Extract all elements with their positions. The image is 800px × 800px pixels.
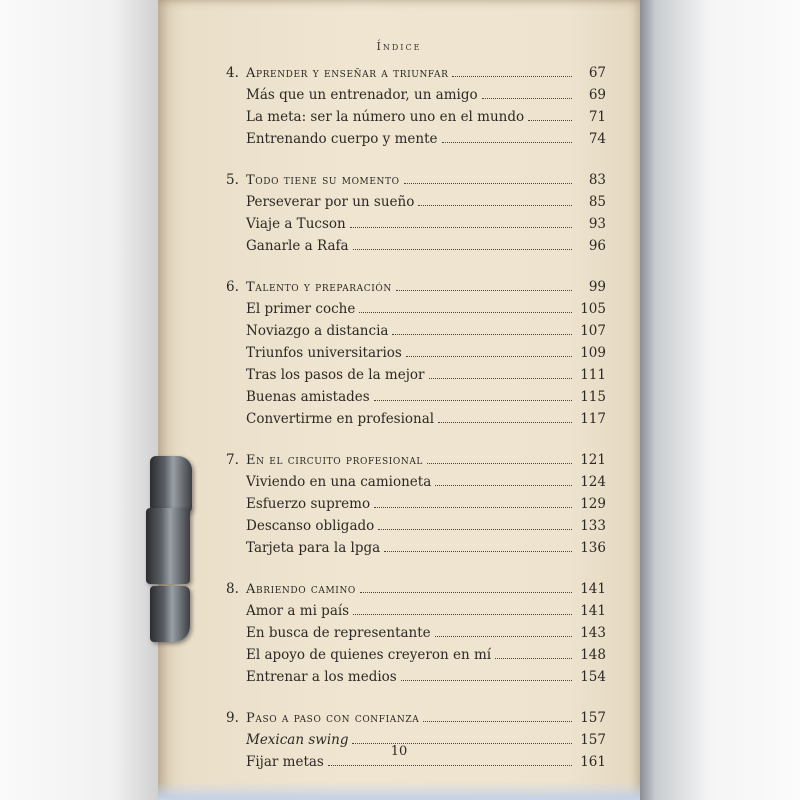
section-page: 143	[580, 625, 606, 641]
section-title: Tras los pasos de la mejor	[246, 367, 425, 383]
toc-section-entry	[226, 644, 606, 666]
toc-section-entry	[226, 191, 606, 213]
section-title: Fijar metas	[246, 754, 324, 770]
section-title: En busca de representante	[246, 625, 431, 641]
section-page: 109	[580, 345, 606, 361]
section-page: 111	[580, 367, 606, 383]
dot-leader	[482, 98, 572, 99]
binder-clip-middle	[146, 508, 190, 584]
section-page: 141	[580, 603, 606, 619]
section-title: La meta: ser la número uno en el mundo	[246, 109, 525, 125]
dot-leader	[374, 400, 572, 401]
section-title: Perseverar por un sueño	[246, 194, 415, 210]
binder-clip-top	[150, 456, 192, 512]
chapter-page: 99	[588, 279, 606, 295]
toc-chapter	[226, 449, 606, 559]
toc-section-entry	[226, 600, 606, 622]
dot-leader	[406, 356, 572, 357]
chapter-number: 9.	[226, 710, 239, 726]
toc-chapter	[226, 578, 606, 688]
section-page: 133	[580, 518, 606, 534]
dot-leader	[495, 658, 572, 659]
section-title: Más que un entrenador, un amigo	[246, 87, 478, 103]
chapter-page: 121	[580, 452, 606, 468]
toc-section-entry	[226, 408, 606, 430]
chapter-page: 83	[588, 172, 606, 188]
section-page: 124	[580, 474, 606, 490]
toc-section-entry	[226, 320, 606, 342]
toc-chapter	[226, 707, 606, 773]
section-title: Noviazgo a distancia	[246, 323, 389, 339]
dot-leader	[350, 227, 572, 228]
dot-leader	[429, 378, 573, 379]
toc-section-entry	[226, 493, 606, 515]
dot-leader	[438, 422, 572, 423]
chapter-number: 4.	[226, 65, 239, 81]
toc-section-entry	[226, 364, 606, 386]
section-page: 93	[588, 216, 606, 232]
dot-leader	[435, 485, 572, 486]
toc-section-entry	[226, 386, 606, 408]
section-page: 71	[588, 109, 606, 125]
dot-leader	[374, 507, 572, 508]
dot-leader	[352, 743, 572, 744]
toc-chapter-entry	[226, 578, 606, 600]
toc-chapter-entry	[226, 276, 606, 298]
section-page: 85	[588, 194, 606, 210]
section-title: Amor a mi país	[246, 603, 350, 619]
section-title: Esfuerzo supremo	[246, 496, 371, 512]
chapter-title: Talento y preparación	[246, 280, 392, 295]
section-page: 115	[580, 389, 606, 405]
section-page: 117	[580, 411, 606, 427]
dot-leader	[427, 463, 572, 464]
chapter-number: 5.	[226, 172, 239, 188]
dot-leader	[353, 614, 572, 615]
dot-leader	[404, 183, 572, 184]
section-title: Tarjeta para la lpga	[246, 540, 381, 556]
dot-leader	[396, 290, 572, 291]
toc-section-entry	[226, 622, 606, 644]
dot-leader	[423, 721, 572, 722]
section-title: Convertirme en profesional	[246, 411, 435, 427]
section-title: El primer coche	[246, 301, 356, 317]
toc-section-entry	[226, 537, 606, 559]
chapter-page: 157	[580, 710, 606, 726]
toc-chapter-entry	[226, 449, 606, 471]
chapter-number: 7.	[226, 452, 239, 468]
toc-section-entry	[226, 471, 606, 493]
section-title: Descanso obligado	[246, 518, 375, 534]
section-title: Triunfos universitarios	[246, 345, 402, 361]
dot-leader	[353, 249, 572, 250]
dot-leader	[360, 592, 572, 593]
section-page: 161	[580, 754, 606, 770]
toc-section-entry	[226, 729, 606, 751]
dot-leader	[418, 205, 572, 206]
toc-chapter	[226, 169, 606, 257]
chapter-number: 8.	[226, 581, 239, 597]
table-of-contents	[226, 62, 606, 792]
toc-section-entry	[226, 751, 606, 773]
section-page: 105	[580, 301, 606, 317]
section-title: Ganarle a Rafa	[246, 238, 349, 254]
binder-clip-bottom	[150, 586, 190, 642]
section-page: 107	[580, 323, 606, 339]
dot-leader	[384, 551, 572, 552]
dot-leader	[359, 312, 572, 313]
chapter-title: Aprender y enseñar a triunfar	[246, 66, 449, 81]
dot-leader	[452, 76, 572, 77]
section-title: Buenas amistades	[246, 389, 370, 405]
chapter-title: Abriendo camino	[246, 582, 356, 597]
section-title: Entrenando cuerpo y mente	[246, 131, 438, 147]
dot-leader	[378, 529, 572, 530]
chapter-page: 141	[580, 581, 606, 597]
toc-chapter-entry	[226, 62, 606, 84]
section-title: Mexican swing	[246, 732, 349, 748]
dot-leader	[392, 334, 572, 335]
toc-chapter	[226, 276, 606, 430]
section-title: Viaje a Tucson	[246, 216, 346, 232]
section-page: 129	[580, 496, 606, 512]
chapter-number: 6.	[226, 279, 239, 295]
dot-leader	[328, 765, 572, 766]
section-title: Viviendo en una camioneta	[246, 474, 432, 490]
section-page: 96	[588, 238, 606, 254]
page-number: 10	[390, 744, 408, 759]
chapter-title: Paso a paso con confianza	[246, 711, 420, 726]
toc-section-entry	[226, 666, 606, 688]
section-page: 74	[588, 131, 606, 147]
toc-section-entry	[226, 515, 606, 537]
toc-section-entry	[226, 128, 606, 150]
toc-chapter-entry	[226, 169, 606, 191]
section-title: Entrenar a los medios	[246, 669, 397, 685]
toc-chapter	[226, 62, 606, 150]
chapter-title: En el circuito profesional	[246, 453, 424, 468]
dot-leader	[435, 636, 572, 637]
section-title: El apoyo de quienes creyeron en mí	[246, 647, 492, 663]
dot-leader	[528, 120, 572, 121]
chapter-page: 67	[588, 65, 606, 81]
section-page: 69	[588, 87, 606, 103]
section-page: 157	[580, 732, 606, 748]
toc-section-entry	[226, 235, 606, 257]
chapter-title: Todo tiene su momento	[246, 173, 400, 188]
background-right	[636, 0, 800, 800]
running-head: Índice	[376, 40, 422, 53]
toc-chapter-entry	[226, 707, 606, 729]
dot-leader	[442, 142, 573, 143]
toc-section-entry	[226, 342, 606, 364]
toc-section-entry	[226, 298, 606, 320]
dot-leader	[401, 680, 572, 681]
toc-section-entry	[226, 106, 606, 128]
toc-section-entry	[226, 84, 606, 106]
section-page: 148	[580, 647, 606, 663]
section-page: 136	[580, 540, 606, 556]
toc-section-entry	[226, 213, 606, 235]
section-page: 154	[580, 669, 606, 685]
background-left	[0, 0, 160, 800]
